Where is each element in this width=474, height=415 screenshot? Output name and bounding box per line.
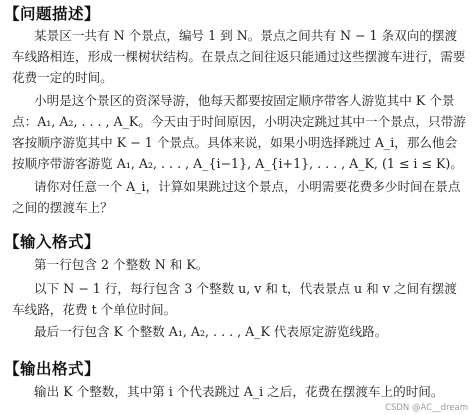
input-paragraph-1: 第一行包含 2 个整数 N 和 K。 [34,257,209,272]
input-format-heading: 【输入格式】 [4,233,101,251]
input-paragraph-2: 以下 N − 1 行，每行包含 3 个整数 u, v 和 t，代表景点 u 和 v 之间有摆渡车线路，花费 t 个单位时间。 [12,281,457,317]
problem-paragraph-2: 小明是这个景区的资深导游，他每天都要按固定顺序带客人游览其中 K 个景点：A₁, A₂, . . . , A_K。今天由于时间原因，小明决定跳过其中一个景点，只带游客按顺序游览其中 K − 1 个景点。具体来说，如果小明选择跳过 A_i，那么他会按顺序带游客游览 A₁, A₂, . . . , A_{i−1}, A_{i+1}, . . . , A_K, (1 ≤ i ≤ K)。 [12,93,466,171]
output-paragraph-1: 输出 K 个整数，其中第 i 个代表跳过 A_i 之后，花费在摆渡车上的时间。 [34,384,444,399]
problem-paragraph-1: 某景区一共有 N 个景点，编号 1 到 N。景点之间共有 N − 1 条双向的摆渡车线路相连，形成一棵树状结构。在景点之间往返只能通过这些摆渡车进行，需要花费一定的时间。 [12,28,466,85]
problem-paragraph-3: 请你对任意一个 A_i，计算如果跳过这个景点，小明需要花费多少时间在景点之间的摆渡车上？ [12,179,461,215]
watermark: CSDN @AC__dream [385,403,468,413]
problem-description-heading: 【问题描述】 [4,5,101,23]
output-format-heading: 【输出格式】 [4,360,101,378]
input-paragraph-3: 最后一行包含 K 个整数 A₁, A₂, . . . , A_K 代表原定游览线路。 [34,324,388,339]
